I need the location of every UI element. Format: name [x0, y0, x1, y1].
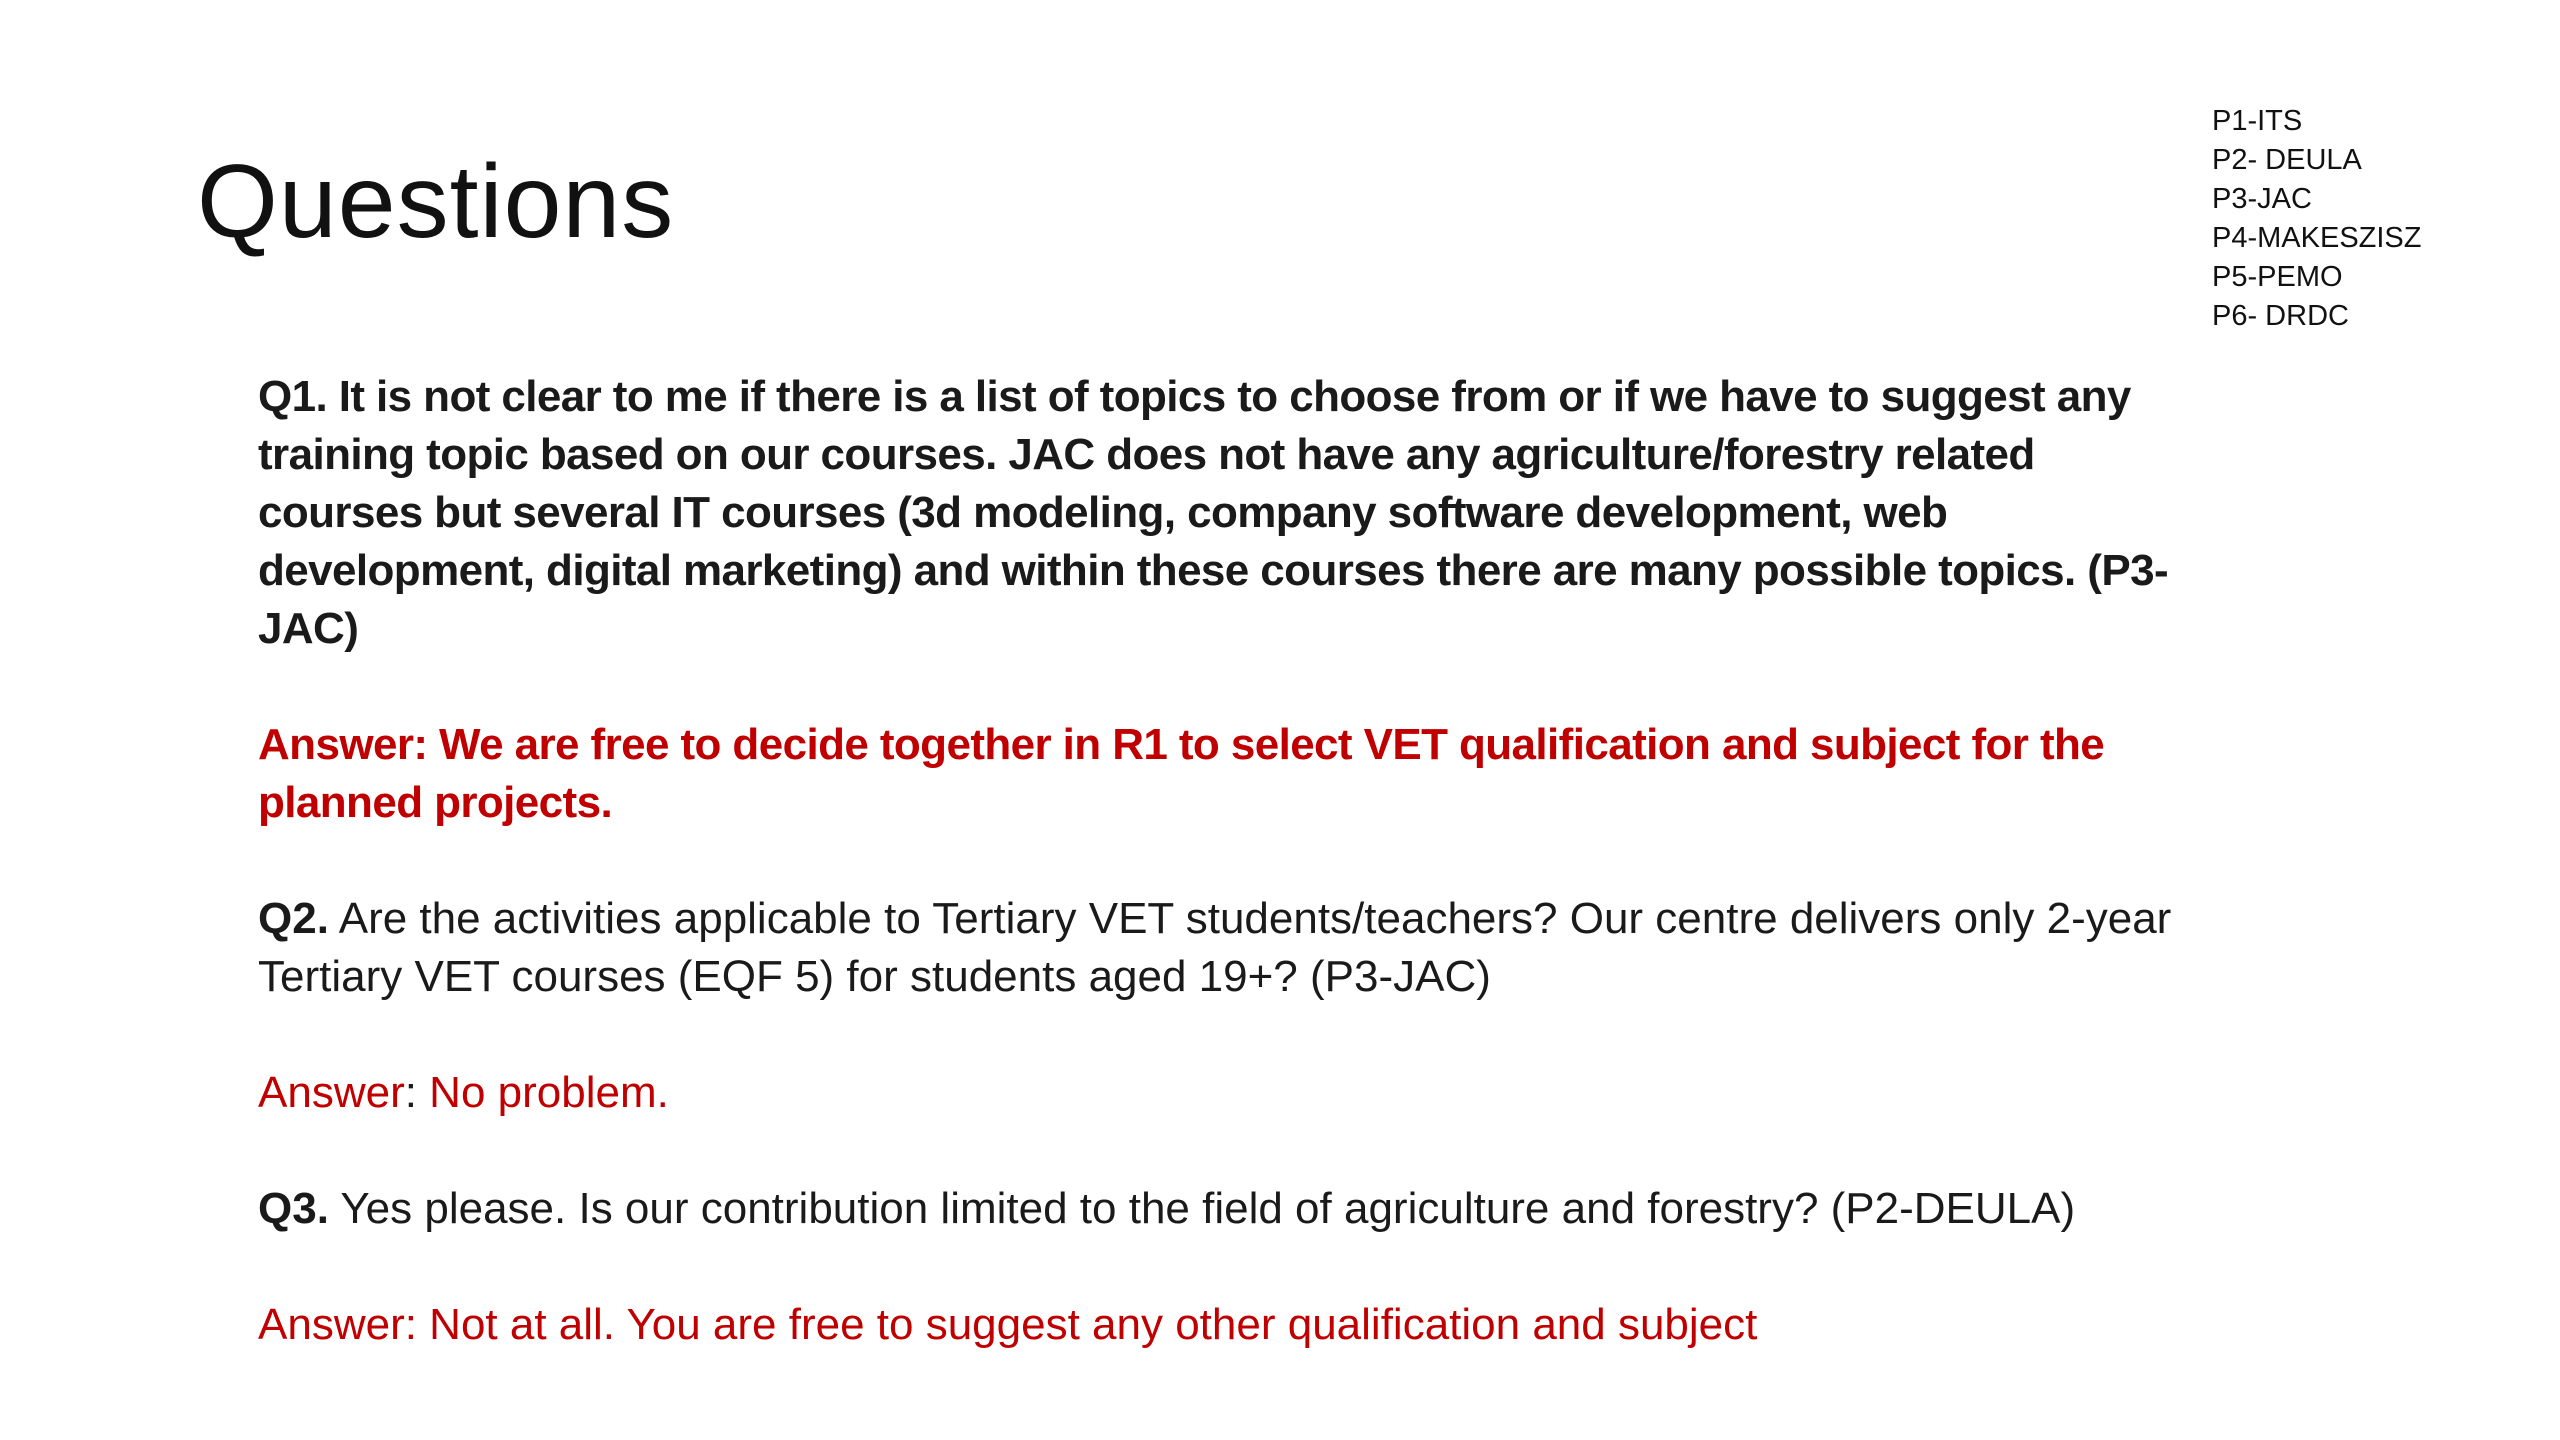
partner-item: P1-ITS — [2212, 105, 2303, 137]
answer-2-colon: : — [404, 1068, 417, 1117]
question-2-text: Are the activities applicable to Tertiary VET students/teachers? Our centre delivers only 2-year Tertiary VET courses (EQF 5) for students aged 19+? (P3-JAC) — [258, 894, 2172, 1001]
questions-content — [258, 368, 2208, 1354]
partner-item: P5-PEMO — [2212, 261, 2343, 293]
answer-2-text: No problem. — [416, 1068, 669, 1117]
question-3 — [258, 1180, 2208, 1238]
question-2-label: Q2. — [258, 894, 329, 943]
answer-3: Answer: Not at all. You are free to suggest any other qualification and subject — [258, 1300, 1758, 1349]
question-3-text: Yes please. Is our contribution limited to the field of agriculture and forestry? (P2-DEULA) — [328, 1184, 2076, 1233]
question-1-text: It is not clear to me if there is a list of topics to choose from or if we have to suggest any training topic based on our courses. JAC does not have any agriculture/forestry related courses but several IT courses (3d modeling, company software development, web development, digital marketing) and within these courses there are many possible topics. (P3-JAC) — [258, 372, 2169, 653]
question-3-label: Q3. — [258, 1184, 329, 1233]
question-1-label: Q1. — [258, 372, 328, 421]
slide-title: Questions — [197, 144, 675, 260]
question-1 — [258, 368, 2208, 658]
answer-1: Answer: We are free to decide together in R1 to select VET qualification and subject for the planned projects. — [258, 720, 2105, 827]
answer-2-label: Answer — [258, 1068, 405, 1117]
partner-list — [2212, 102, 2422, 336]
question-2 — [258, 890, 2208, 1006]
partner-item: P3-JAC — [2212, 183, 2312, 215]
partner-item: P4-MAKESZISZ — [2212, 222, 2422, 254]
answer-2 — [258, 1064, 2208, 1122]
partner-item: P2- DEULA — [2212, 144, 2362, 176]
partner-item: P6- DRDC — [2212, 300, 2349, 332]
